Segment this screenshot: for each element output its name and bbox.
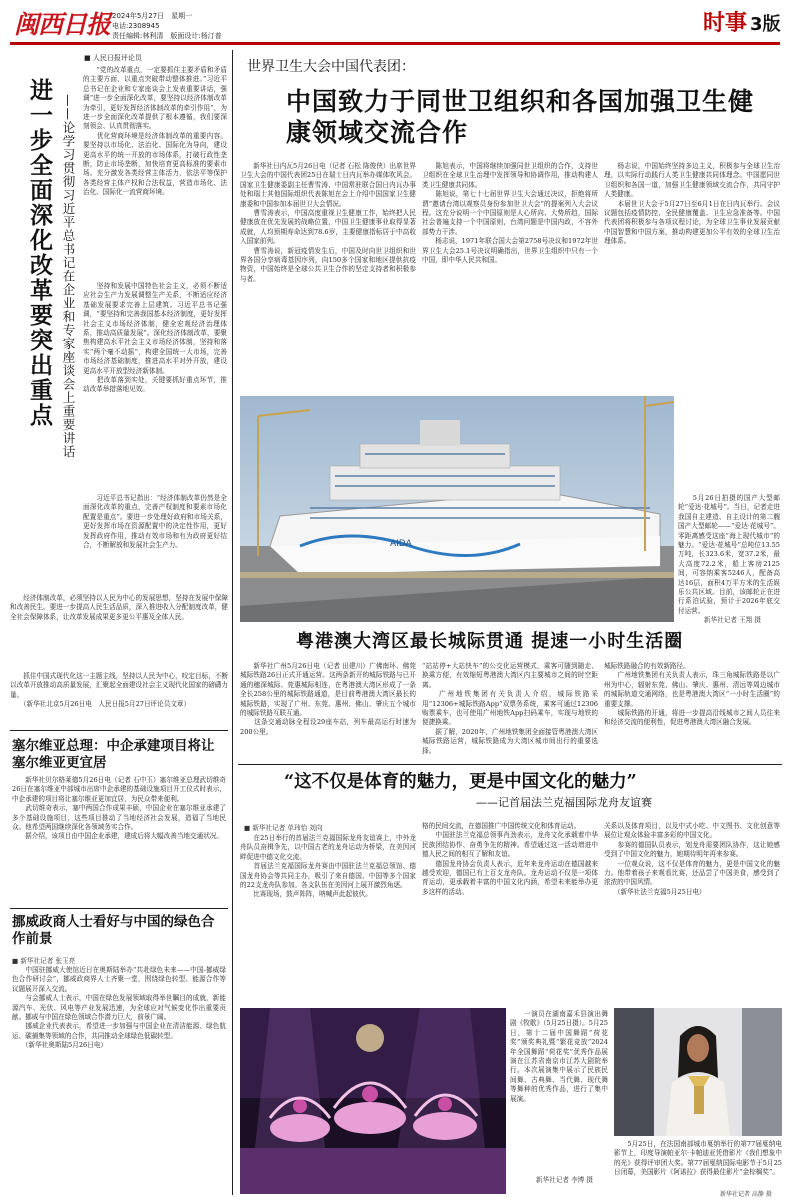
column-separator bbox=[232, 50, 233, 1195]
commentary-para-4: 经济体制改革，必须坚持以人民为中心的发展思想，坚持在发展中保障和改善民生。要进一步提高人民生活品质，深入推进收入分配制度改革，健全社会保障体系，让改革发展成果更多更公平惠及全体人民。 bbox=[10, 594, 228, 621]
section-label bbox=[703, 10, 781, 39]
cannes-photo-credit: 新华社记者 高静 摄 bbox=[720, 1191, 772, 1198]
page-number: 3版 bbox=[750, 14, 781, 35]
gba-headline: 粤港澳大湾区最长城际贯通 提速一小时生活圈 bbox=[296, 631, 684, 652]
commentary-para-2: 坚持和发展中国特色社会主义，必须不断适应社会生产力发展调整生产关系，不断适应经济基础发展要求完善上层建筑。习近平总书记强调，“要坚持和完善我国基本经济制度，更好发挥社会主义市场经济体制，健全宏观经济治理体系，推动高质量发展”。深化经济体制改革，要聚焦构建高水平社会主义市场经济体制，坚持和落实“两个毫不动摇”，构建全国统一大市场，完善市场经济基础制度，推进高水平对外开放，建设更高水平开放型经济新体制。 把改革落到实处，关键要抓好重点环节，推动改革举措落地见效。 bbox=[83, 282, 227, 394]
divider-right-1 bbox=[238, 764, 782, 765]
divider-left-2 bbox=[10, 908, 228, 909]
commentary-article bbox=[10, 50, 228, 750]
cannes-caption: 5月25日，在法国南部城市戛纳举行的第77届戛纳电影节上，印度导演帕亚尔·卡帕迪亚凭借影片《我们想象中的光》获得评审团大奖。第77届戛纳国际电影节于5月25日闭幕，美国影片《阿诺拉》获得最佳影片“金棕榈奖”。 bbox=[614, 1140, 782, 1177]
commentary-para-1: “党的改革重点，一定要抓住主要矛盾和矛盾的主要方面，以重点突破带动整体推进。”习近平总书记在企业和专家座谈会上发表重要讲话，强调“进一步全面深化改革，要坚持以经济体制改革为牵引，更好发挥经济体制改革的牵引作用”，为进一步全面深化改革提供了根本遵循，我们要深刻领会、认真贯彻落实。 优化营商环境是经济体制改革的重要内容。要坚持以市场化、法治化、国际化为导向，建设更高水平的统一开放的市场体系，打破行政性垄断，防止市场垄断，加快培育更高标准的要素市场。充分激发各类经营主体活力，依法平等保护各类经营主体产权和合法权益，营造市场化、法治化、国际化一流营商环境。 bbox=[83, 66, 227, 197]
who-kicker: 世界卫生大会中国代表团： bbox=[247, 59, 415, 75]
commentary-para-3: 习近平总书记指出：“经济体制改革仍然是全面深化改革的重点，完善产权制度和要素市场化配置是重点”。要进一步处理好政府和市场关系，更好发挥市场在资源配置中的决定性作用，更好发挥政府作用，推动有效市场和有为政府更好结合，不断解放和发展社会生产力。 bbox=[83, 494, 227, 550]
dance-image bbox=[240, 1008, 506, 1194]
serbia-headline: 塞尔维亚总理：中企承建项目将让塞尔维亚更宜居 bbox=[12, 738, 215, 771]
commentary-title: 进一步全面深化改革要突出重点 bbox=[26, 78, 52, 428]
commentary-para-5: 抓住中国式现代化这一主题主线，坚持以人民为中心，咬定目标，不断以改革开放推动高质量发展，汇聚起全面建设社会主义现代化国家的磅礴力量。 （新华社北京5月26日电 人民日报5月27日评论员文章） bbox=[10, 672, 228, 709]
who-column-1: 新华社日内瓦5月26日电（记者 石松 陈俊侠）出席世界卫生大会的中国代表团25日在瑞士日内瓦举办媒体吹风会。国家卫生健康委副主任曹雪涛、中国常驻联合国日内瓦办事处和瑞士其他国际组织代表陈旭在会上介绍中国国家卫生健康委和中国参加本届世卫大会情况。 曹雪涛表示，中国高度重视卫生健康工作，始终把人民健康放在优先发展的战略位置，中国卫生健康事业取得显著成就，人均预期寿命达到78.6岁，主要健康指标居于中高收入国家前列。 曹雪涛说，新冠疫情发生后，中国及时向世卫组织和世界各国分享病毒基因序列，向150多个国家和地区提供抗疫物资，中国始终是全球公共卫生合作的坚定支持者和积极参与者。 bbox=[240, 162, 416, 283]
commentary-tag: ■ 人民日报评论员 bbox=[84, 54, 142, 62]
dragon-headline: “这不仅是体育的魅力，更是中国文化的魅力” bbox=[284, 772, 637, 792]
cannes-photo bbox=[614, 1008, 782, 1136]
dragon-byline: ■ 新华社记者 单玮怡 刘向 bbox=[244, 824, 323, 832]
who-column-2: 陈旭表示，中国将继续加强同世卫组织的合作，支持世卫组织在全球卫生治理中发挥领导和协调作用，推动构建人类卫生健康共同体。 陈旭说，第七十七届世界卫生大会通过决议，拒绝将所谓“邀请台湾以观察员身份参加世卫大会”的提案列入大会议程。这充分说明一个中国原则是人心所向、大势所趋，国际社会普遍支持一个中国原则，台湾问题是中国内政，不容外部势力干涉。 杨志说，1971年联合国大会第2758号决议和1972年世界卫生大会25.1号决议明确指出，世界卫生组织中只有一个中国，即中华人民共和国。 bbox=[422, 162, 598, 265]
cruise-ship-image bbox=[240, 396, 674, 622]
issue-weekday: 星期一 bbox=[171, 12, 193, 20]
divider-left-1 bbox=[10, 730, 228, 731]
who-headline: 中国致力于同世卫组织和各国加强卫生健康领域交流合作 bbox=[286, 87, 755, 147]
masthead-logo bbox=[14, 10, 110, 40]
dragon-column-3: 关系以及体育项目，以及中式小吃、中文图书、文化创意等展位让观众体验丰富多彩的中国文化。 参赛的德国队员表示，划龙舟需要团队协作，这让她感受到了中国文化的魅力，她期待明年再来参赛。 一位观众说，这不仅是体育的魅力，更是中国文化的魅力。他带着孩子来观看比赛，还品尝了中国美食，感受到了浓浓的中国风情。 （新华社法兰克福5月25日电） bbox=[604, 822, 780, 896]
masthead-rule bbox=[10, 42, 780, 45]
cruise-ship-photo bbox=[240, 396, 674, 622]
section-name: 时事 bbox=[703, 11, 748, 36]
ship-caption: 5月26日拍摄的国产大型邮轮“爱达·花城号”。当日，记者走进我国自主建造、自主设计的第二艘国产大型邮轮——“爱达·花城号”。零距离感受这座“海上现代城市”的魅力。“爱达·花城号”总吨位13.55万吨，长323.6米，宽37.2米，最大高度72.2米，船上客房2125间，可容纳乘客5246人，配备高达16层，面积4万平方米的生活娱乐公共区域。目前，该邮轮正在进行系泊试验，预计于2026年底交付运营。 bbox=[678, 494, 780, 614]
commentary-subtitle: ——论学习贯彻习近平总书记在企业和专家座谈会上重要讲话 bbox=[61, 94, 76, 459]
gba-column-2: “站站停+大站快车”的公交化运营模式，乘客可随到随走、换乘方便，有效缩短粤港澳大湾区内主要城市之间的时空距离。 广州地铁集团有关负责人介绍，城际铁路采用“12306+城际铁路App”双票务系统，乘客可通过12306购票乘车，也可使用广州地铁App扫码乘车，实现与地铁的便捷换乘。 据了解，2020年，广州地铁集团全面接管粤港澳大湾区城际铁路运营，城际铁路成为大湾区城市间出行的重要选择。 bbox=[422, 662, 598, 755]
dance-caption: 一演员在湖南嘉禾县演出舞剧《牧歌》（5月25日摄）。5月25日，第十二届中国舞蹈“荷花奖”颁奖典礼暨“繁花竞放”2024年全国舞蹈“荷花奖”优秀作品展演在江苏省南京市江苏大剧院举行。本次展演集中展示了民族民间舞、古典舞、当代舞、现代舞等舞种的优秀作品，进行了集中展演。 bbox=[510, 1010, 608, 1103]
newspaper-name: 闽西日报 bbox=[14, 10, 111, 39]
phone-number: 电话:2308945 bbox=[112, 22, 160, 30]
dance-photo-credit: 新华社记者 李博 摄 bbox=[536, 1176, 593, 1184]
issue-date: 2024年5月27日 bbox=[112, 12, 165, 20]
norway-headline: 挪威政商人士看好与中国的绿色合作前景 bbox=[12, 914, 215, 947]
serbia-body: 新华社贝尔格莱德5月26日电（记者 石中玉）塞尔维亚总理武切维奇26日在塞尔维亚中部城市出席中企承建的基础设施项目开工仪式时表示，中企承建的项目将让塞尔维亚更加宜居，为民众带来便利。 武切维奇表示，塞中两国合作成果丰硕，中国企业在塞尔维亚承建了多个基础设施项目，这些项目推动了当地经济社会发展，造福了当地民众。他希望两国继续深化各领域务实合作。 据介绍，该项目由中国企业承建，建成后将大幅改善当地交通状况。 bbox=[12, 776, 226, 841]
dragon-column-2: 格的民间交流，在德国推广中国传统文化和体育运动。 中国驻法兰克福总领事肖劲表示，龙舟文化承载着中华民族团结协作、奋勇争先的精神。希望通过这一活动增进中德人民之间的相互了解和友谊。 德国龙舟协会负责人表示，近年来龙舟运动在德国越来越受欢迎，德国已有上百支龙舟队。龙舟运动不仅是一项体育运动，更承载着丰富的中国文化内涵，希望未来能举办更多这样的活动。 bbox=[422, 822, 598, 896]
norway-body: 中国驻挪威大使馆近日在奥斯陆举办“共赴绿色未来——中国-挪威绿色合作研讨会”，挪威政商界人士齐聚一堂，围绕绿色转型、能源合作等议题展开深入交流。 与会挪威人士表示，中国在绿色发展领域取得举世瞩目的成就，新能源汽车、光伏、风电等产业发展迅速，为全球应对气候变化作出重要贡献。挪威与中国在绿色领域合作潜力巨大，前景广阔。 挪威企业代表表示，希望进一步加强与中国企业在清洁能源、绿色航运、碳捕集等领域的合作，共同推动全球绿色低碳转型。 （新华社奥斯陆5月26日电） bbox=[12, 966, 226, 1050]
gba-column-1: 新华社广州5月26日电（记者 田建川）广佛南环、佛莞城际铁路26日正式开通运营。这两条新开的城际铁路与已开通的穗深城际、莞惠城际相连，在粤港澳大湾区形成了一条全长258公里的城际铁路通道，是目前粤港澳大湾区最长的城际铁路，实现了广州、东莞、惠州、佛山、肇庆五个城市的城际铁路互联互通。 这条交通动脉全程设29座车站，列车最高运行时速为200公里。 bbox=[240, 662, 416, 736]
who-column-3: 杨志说，中国始终坚持多边主义，积极参与全球卫生治理，以实际行动践行人类卫生健康共同体理念。中国愿同世卫组织和各国一道，加强卫生健康领域交流合作，共同守护人类健康。 本届世卫大会于5月27日至6月1日在日内瓦举行。会议议题包括疫情防控、全民健康覆盖、卫生应急准备等。中国代表团将积极参与各项议程讨论，为全球卫生事业发展贡献中国智慧和中国方案，推动构建更加公平有效的全球卫生治理体系。 bbox=[604, 162, 780, 246]
editor-credits: 责任编辑:林利清 版面设计:杨汀普 bbox=[112, 32, 222, 40]
gba-column-3: 城际铁路融合的有效新路径。 广州地铁集团有关负责人表示，珠三角城际铁路是以广州为中心，辐射东莞、佛山、肇庆、惠州、清远等周边城市的城际轨道交通网络，也是粤港澳大湾区“一小时生活圈”的重要支撑。 城际铁路的开通，将进一步提高沿线城市之间人员往来和经济交流的便利性，促进粤港澳大湾区融合发展。 bbox=[604, 662, 780, 727]
masthead-info bbox=[112, 11, 222, 41]
cannes-image bbox=[614, 1008, 782, 1136]
dragon-column-1: 在25日举行的首届法兰克福国际龙舟友谊赛上，中外龙舟队员奋楫争先，以中国古老的龙舟运动为桥梁，在美因河畔促进中德文化交流。 首届法兰克福国际龙舟赛由中国驻法兰克福总领馆、德国龙舟协会等共同主办，吸引了来自德国、中国等多个国家的22支龙舟队参加。各支队伍在美因河上展开激烈角逐。 比赛现场，鼓声阵阵，呐喊声此起彼伏。 bbox=[240, 834, 416, 899]
dance-photo bbox=[240, 1008, 506, 1194]
ship-photo-credit: 新华社记者 王翔 摄 bbox=[704, 616, 761, 624]
norway-byline: ■ 新华社记者 张玉亮 bbox=[12, 957, 76, 965]
dragon-subtitle: ——记首届法兰克福国际龙舟友谊赛 bbox=[476, 796, 652, 809]
ship-hull-text: AIDA bbox=[390, 539, 412, 549]
